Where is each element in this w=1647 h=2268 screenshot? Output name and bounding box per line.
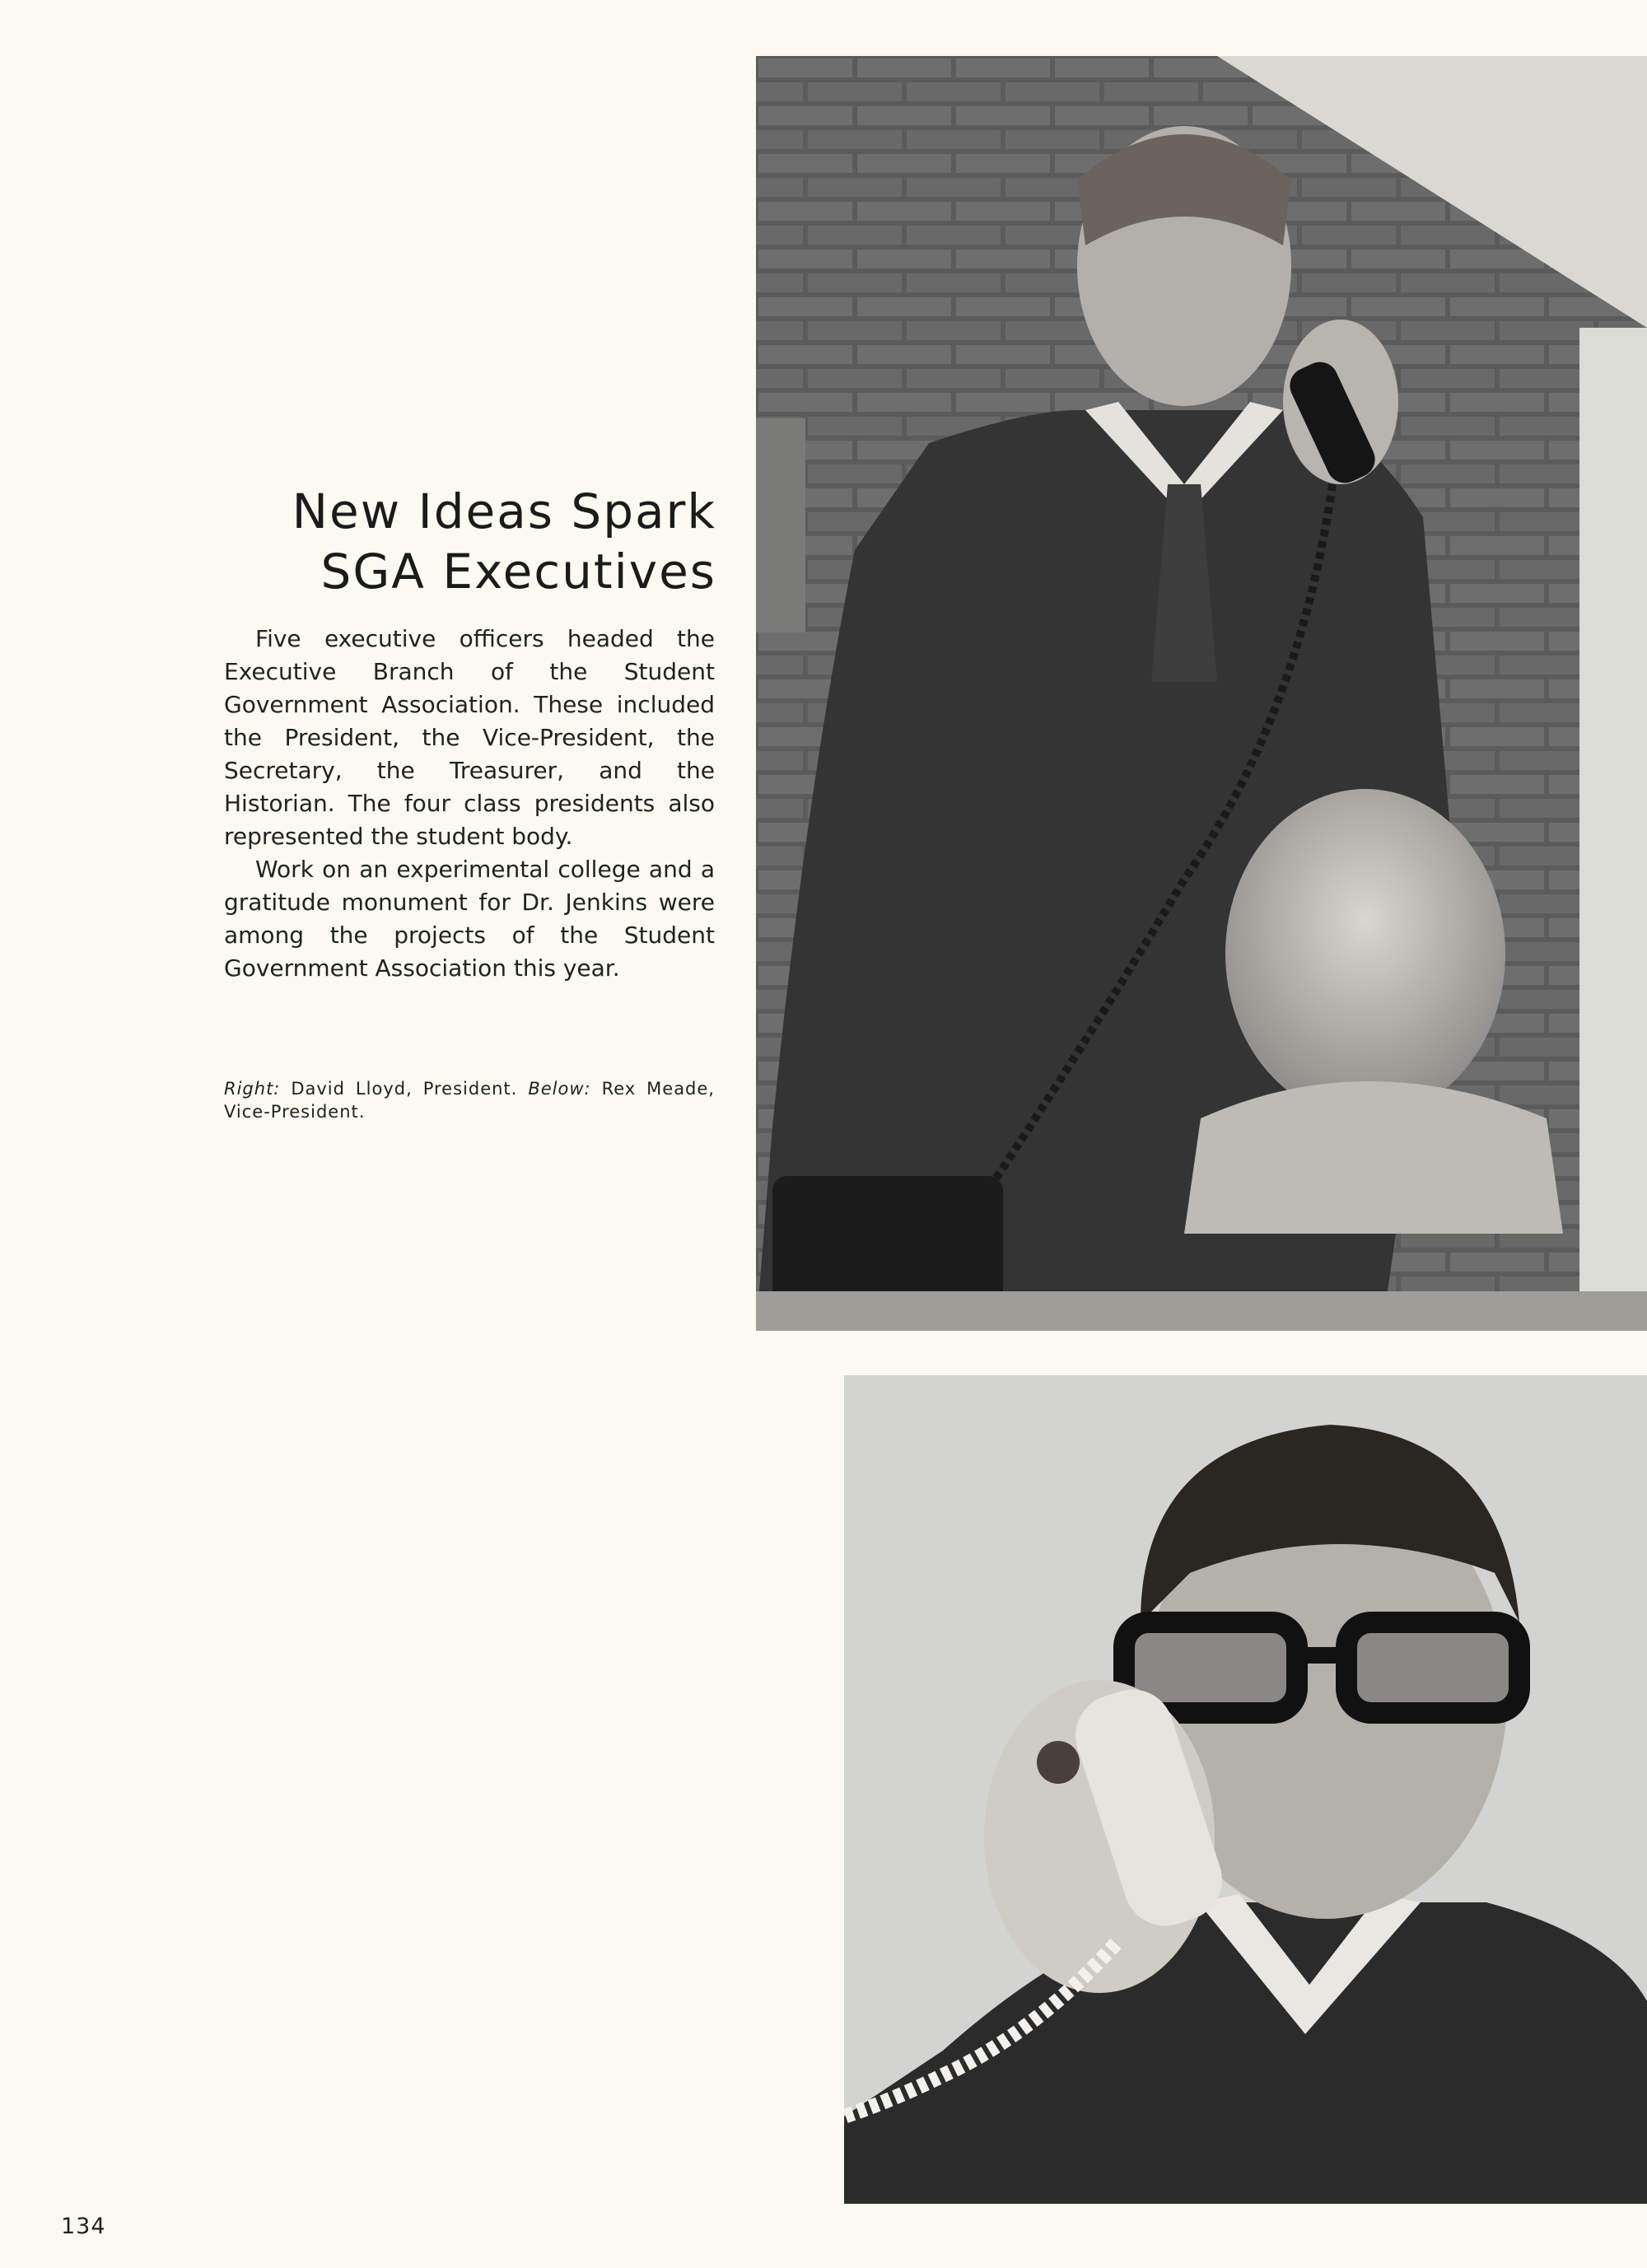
- page-headline: [198, 482, 716, 602]
- headline-line-2: SGA Executives: [320, 544, 716, 600]
- article-paragraph-1: Five executive officers headed the Executive Branch of the Student Government Association. These included the President, the Vice-President, the Secretary, the Treasurer, and the Historian. The four class presidents also represented the student body.: [224, 625, 715, 850]
- headline-line-1: New Ideas Spark: [292, 483, 716, 539]
- caption-right-label: Right:: [224, 1079, 281, 1099]
- caption-right-text: David Lloyd, President.: [291, 1079, 518, 1099]
- photo-president-image: [756, 56, 1647, 1331]
- article-body: [224, 623, 715, 985]
- photo-vice-president-image: [844, 1375, 1647, 2204]
- caption-below-text: Rex Meade, Vice-President.: [224, 1079, 715, 1122]
- photo-president: [756, 56, 1647, 1331]
- photo-vice-president: [844, 1375, 1647, 2204]
- caption-below-label: Below:: [528, 1079, 591, 1099]
- photo-caption: [224, 1077, 715, 1123]
- page-number: 134: [61, 2214, 106, 2239]
- article-paragraph-2: Work on an experimental college and a gratitude monument for Dr. Jenkins were among the projects of the Student Government Association this year.: [224, 856, 715, 982]
